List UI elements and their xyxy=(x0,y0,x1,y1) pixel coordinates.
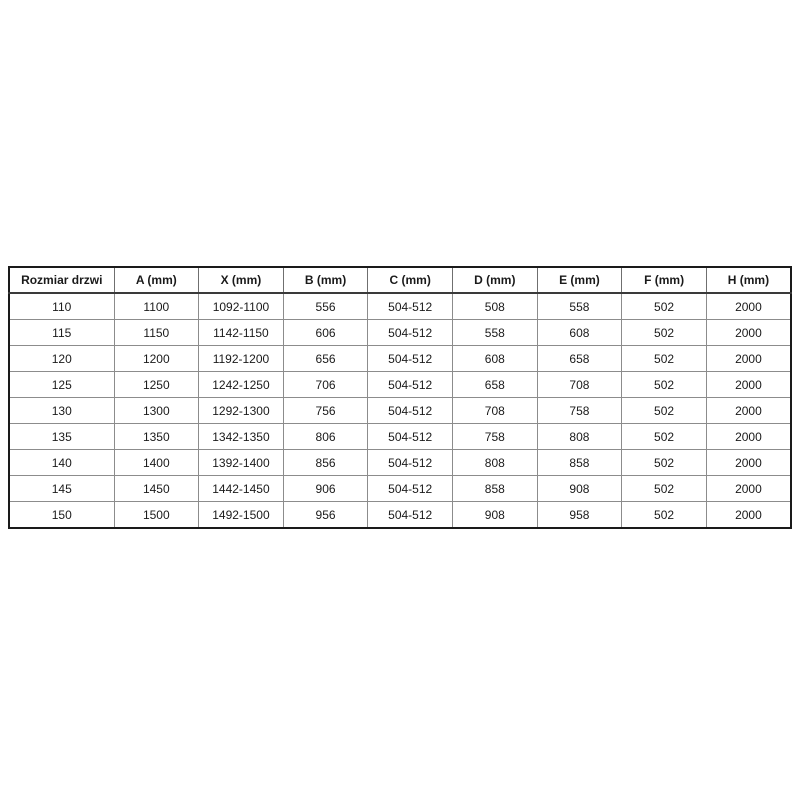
table-cell: 1092-1100 xyxy=(199,293,284,320)
column-header-8: H (mm) xyxy=(706,267,791,293)
table-cell: 504-512 xyxy=(368,293,453,320)
table-row xyxy=(9,502,791,529)
table-cell: 758 xyxy=(537,398,622,424)
table-cell: 502 xyxy=(622,320,707,346)
table-cell: 1150 xyxy=(114,320,199,346)
table-cell: 135 xyxy=(9,424,114,450)
table-cell: 558 xyxy=(453,320,538,346)
table-cell: 958 xyxy=(537,502,622,529)
table-cell: 1142-1150 xyxy=(199,320,284,346)
table-cell: 502 xyxy=(622,293,707,320)
table-cell: 706 xyxy=(283,372,368,398)
column-header-2: X (mm) xyxy=(199,267,284,293)
column-header-3: B (mm) xyxy=(283,267,368,293)
table-cell: 1500 xyxy=(114,502,199,529)
table-row xyxy=(9,320,791,346)
table-cell: 858 xyxy=(453,476,538,502)
table-cell: 115 xyxy=(9,320,114,346)
table-cell: 908 xyxy=(537,476,622,502)
table-cell: 908 xyxy=(453,502,538,529)
table-cell: 808 xyxy=(453,450,538,476)
table-cell: 502 xyxy=(622,398,707,424)
table-cell: 608 xyxy=(453,346,538,372)
table-cell: 508 xyxy=(453,293,538,320)
table-cell: 1300 xyxy=(114,398,199,424)
table-cell: 2000 xyxy=(706,450,791,476)
table-cell: 502 xyxy=(622,450,707,476)
table-cell: 558 xyxy=(537,293,622,320)
table-cell: 2000 xyxy=(706,502,791,529)
table-cell: 504-512 xyxy=(368,372,453,398)
table-cell: 858 xyxy=(537,450,622,476)
table-cell: 658 xyxy=(537,346,622,372)
table-cell: 658 xyxy=(453,372,538,398)
table-cell: 606 xyxy=(283,320,368,346)
table-cell: 708 xyxy=(537,372,622,398)
table-cell: 2000 xyxy=(706,293,791,320)
table-cell: 2000 xyxy=(706,372,791,398)
table-cell: 1442-1450 xyxy=(199,476,284,502)
table-cell: 1392-1400 xyxy=(199,450,284,476)
table-cell: 1342-1350 xyxy=(199,424,284,450)
column-header-0: Rozmiar drzwi xyxy=(9,267,114,293)
table-row xyxy=(9,476,791,502)
table-cell: 150 xyxy=(9,502,114,529)
table-cell: 1450 xyxy=(114,476,199,502)
table-cell: 1192-1200 xyxy=(199,346,284,372)
table-cell: 504-512 xyxy=(368,320,453,346)
table-cell: 2000 xyxy=(706,476,791,502)
table-cell: 140 xyxy=(9,450,114,476)
table-row xyxy=(9,372,791,398)
door-size-spec-table xyxy=(8,266,792,529)
table-cell: 1292-1300 xyxy=(199,398,284,424)
table-row xyxy=(9,293,791,320)
table-cell: 856 xyxy=(283,450,368,476)
table-row xyxy=(9,398,791,424)
table-cell: 504-512 xyxy=(368,450,453,476)
column-header-4: C (mm) xyxy=(368,267,453,293)
table-cell: 556 xyxy=(283,293,368,320)
column-header-1: A (mm) xyxy=(114,267,199,293)
table-cell: 502 xyxy=(622,476,707,502)
table-cell: 120 xyxy=(9,346,114,372)
table-cell: 2000 xyxy=(706,424,791,450)
table-cell: 2000 xyxy=(706,346,791,372)
table-cell: 504-512 xyxy=(368,346,453,372)
table-cell: 502 xyxy=(622,372,707,398)
table-cell: 145 xyxy=(9,476,114,502)
table-cell: 504-512 xyxy=(368,502,453,529)
table-cell: 756 xyxy=(283,398,368,424)
table-cell: 708 xyxy=(453,398,538,424)
table-row xyxy=(9,450,791,476)
table-cell: 502 xyxy=(622,346,707,372)
table-cell: 656 xyxy=(283,346,368,372)
table-cell: 2000 xyxy=(706,320,791,346)
table-cell: 1492-1500 xyxy=(199,502,284,529)
table-cell: 806 xyxy=(283,424,368,450)
table-cell: 1350 xyxy=(114,424,199,450)
table-cell: 608 xyxy=(537,320,622,346)
table-cell: 906 xyxy=(283,476,368,502)
table-cell: 1200 xyxy=(114,346,199,372)
spec-table-container xyxy=(8,266,792,529)
table-cell: 1100 xyxy=(114,293,199,320)
table-header-row xyxy=(9,267,791,293)
table-cell: 808 xyxy=(537,424,622,450)
table-cell: 956 xyxy=(283,502,368,529)
table-cell: 504-512 xyxy=(368,476,453,502)
column-header-6: E (mm) xyxy=(537,267,622,293)
column-header-5: D (mm) xyxy=(453,267,538,293)
table-cell: 125 xyxy=(9,372,114,398)
table-cell: 502 xyxy=(622,502,707,529)
table-cell: 110 xyxy=(9,293,114,320)
table-body xyxy=(9,293,791,528)
table-row xyxy=(9,346,791,372)
table-row xyxy=(9,424,791,450)
table-cell: 1250 xyxy=(114,372,199,398)
table-cell: 502 xyxy=(622,424,707,450)
table-cell: 504-512 xyxy=(368,424,453,450)
table-cell: 2000 xyxy=(706,398,791,424)
table-cell: 758 xyxy=(453,424,538,450)
table-cell: 504-512 xyxy=(368,398,453,424)
column-header-7: F (mm) xyxy=(622,267,707,293)
table-cell: 1400 xyxy=(114,450,199,476)
table-cell: 130 xyxy=(9,398,114,424)
table-cell: 1242-1250 xyxy=(199,372,284,398)
